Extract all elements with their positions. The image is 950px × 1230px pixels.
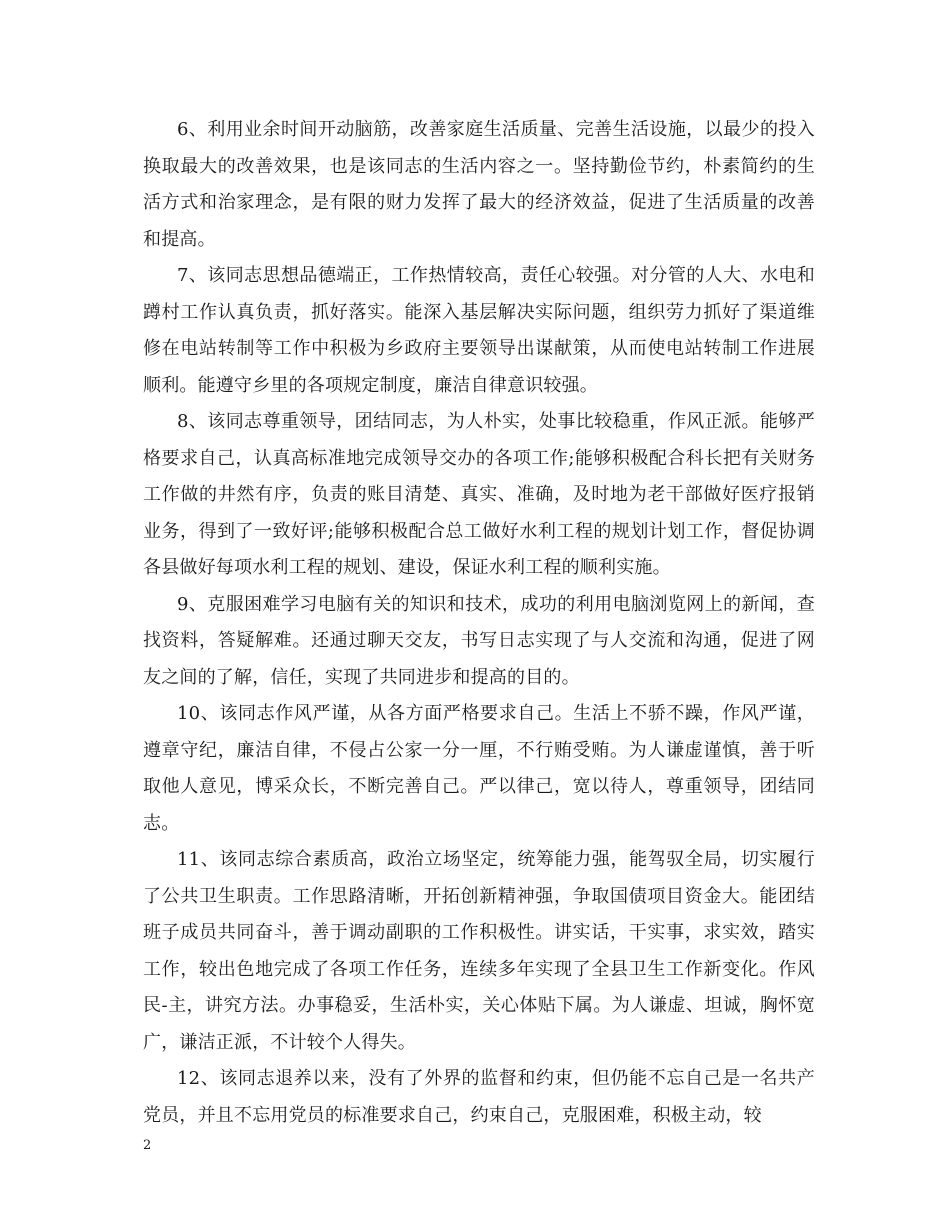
page-number: 2 bbox=[143, 1138, 152, 1153]
paragraph-6: 6、利用业余时间开动脑筋，改善家庭生活质量、完善生活设施，以最少的投入换取最大的改善效果，也是该同志的生活内容之一。坚持勤俭节约，朴素简约的生活方式和治家理念，是有限的财力发挥了最大的经济效益，促进了生活质量的改善和提高。 bbox=[143, 119, 815, 250]
paragraph-8: 8、该同志尊重领导，团结同志，为人朴实，处事比较稳重，作风正派。能够严格要求自己，认真高标准地完成领导交办的各项工作;能够积极配合科长把有关财务工作做的井然有序，负责的账目清楚、真实、准确，及时地为老干部做好医疗报销业务，得到了一致好评;能够积极配合总工做好水利工程的规划计划工作，督促协调各县做好每项水利工程的规划、建设，保证水利工程的顺利实施。 bbox=[143, 411, 815, 578]
paragraph-11: 11、该同志综合素质高，政治立场坚定，统筹能力强，能驾驭全局，切实履行了公共卫生职责。工作思路清晰，开拓创新精神强，争取国债项目资金大。能团结班子成员共同奋斗，善于调动副职的工作积极性。讲实话，干实事，求实效，踏实工作，较出色地完成了各项工作任务，连续多年实现了全县卫生工作新变化。作风民-主，讲究方法。办事稳妥，生活朴实，关心体贴下属。为人谦虚、坦诚，胸怀宽广，谦洁正派，不计较个人得失。 bbox=[143, 849, 815, 1053]
paragraph-12: 12、该同志退养以来，没有了外界的监督和约束，但仍能不忘自己是一名共产党员，并且不忘用党员的标准要求自己，约束自己，克服困难，积极主动，较 bbox=[143, 1068, 815, 1126]
document-body bbox=[143, 112, 815, 1134]
paragraph-9: 9、克服困难学习电脑有关的知识和技术，成功的利用电脑浏览网上的新闻，查找资料，答疑解难。还通过聊天交友，书写日志实现了与人交流和沟通，促进了网友之间的了解，信任，实现了共同进步和提高的目的。 bbox=[143, 593, 815, 688]
paragraph-7: 7、该同志思想品德端正，工作热情较高，责任心较强。对分管的人大、水电和蹲村工作认真负责，抓好落实。能深入基层解决实际问题，组织劳力抓好了渠道维修在电站转制等工作中积极为乡政府主要领导出谋献策，从而使电站转制工作进展顺利。能遵守乡里的各项规定制度，廉洁自律意识较强。 bbox=[143, 265, 815, 396]
paragraph-10: 10、该同志作风严谨，从各方面严格要求自己。生活上不骄不躁，作风严谨，遵章守纪，廉洁自律，不侵占公家一分一厘，不行贿受贿。为人谦虚谨慎，善于听取他人意见，博采众长，不断完善自己。严以律己，宽以待人，尊重领导，团结同志。 bbox=[143, 703, 815, 834]
